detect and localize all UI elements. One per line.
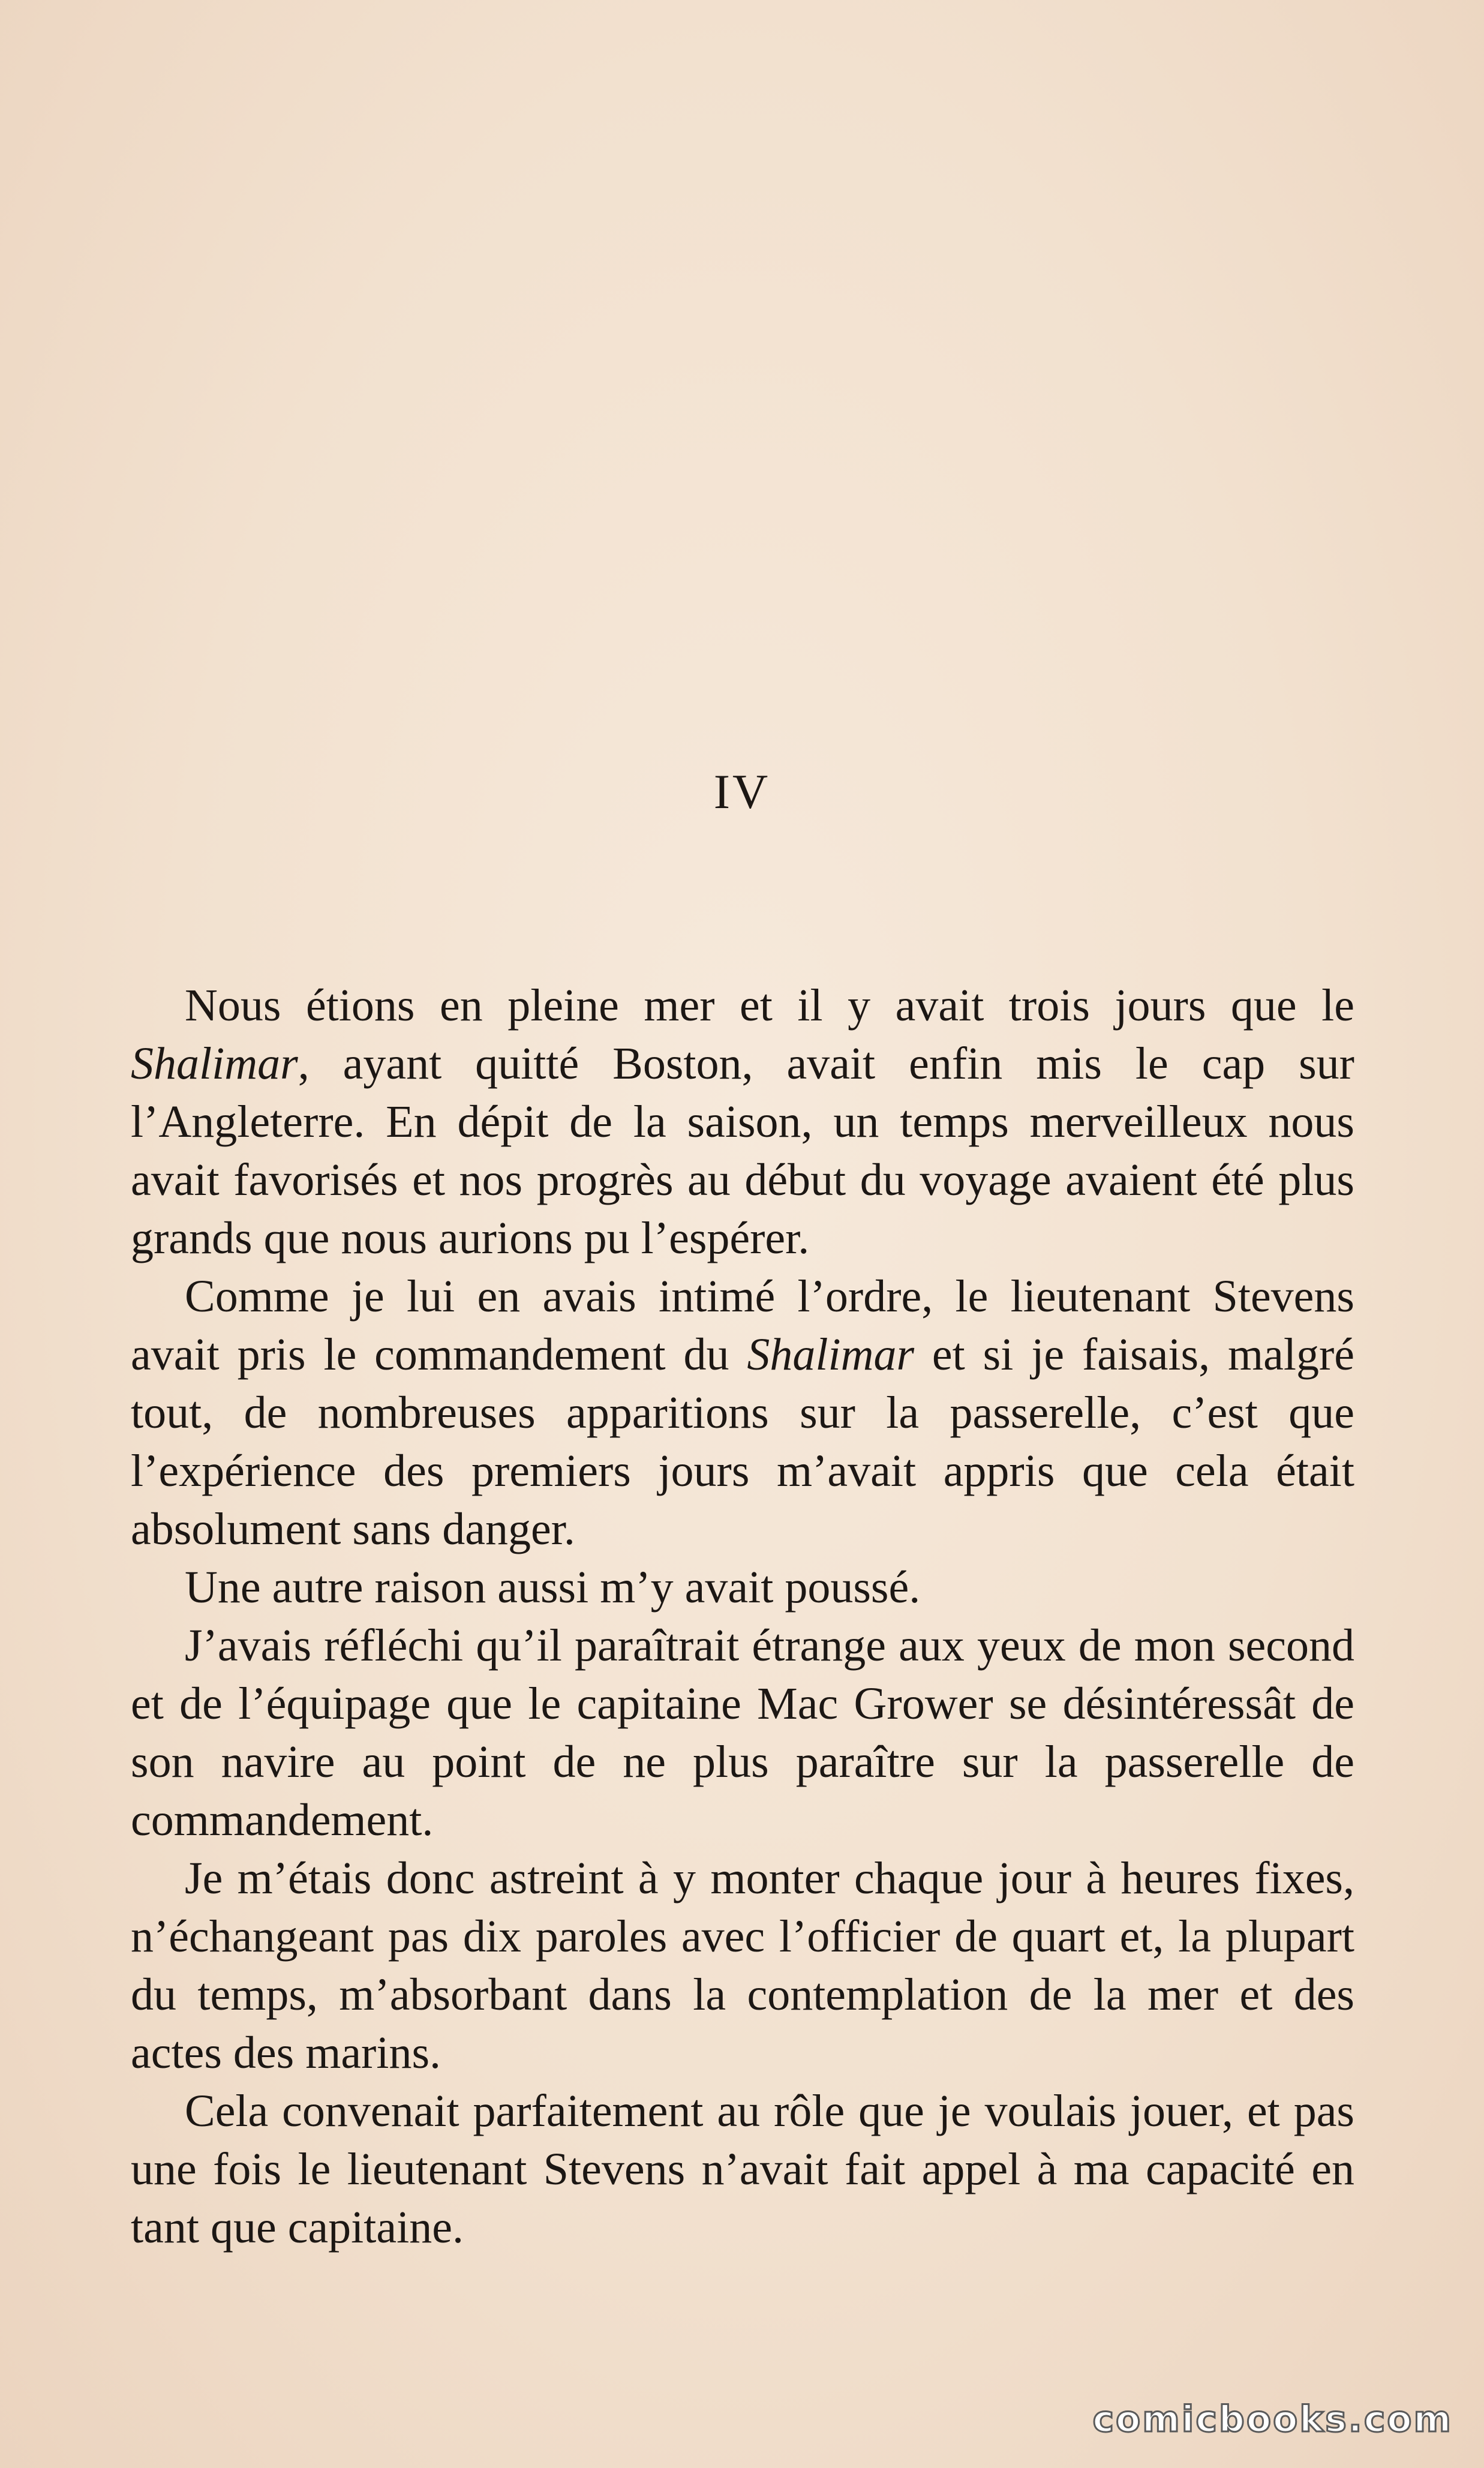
text-segment: Nous étions en pleine mer et il y avait trois jours que le [185, 980, 1354, 1031]
paragraph [131, 1268, 1354, 1559]
paragraph [131, 1559, 1354, 1617]
text-segment: Comme je lui en avais intimé l’ordre, le lieutenant Stevens avait pris le commandement du [131, 1271, 1354, 1380]
text-segment: et si je faisais, malgré tout, de nombreuses apparitions sur la passerelle, c’est que l’expérience des premiers jours m’avait appris que cela était absolument sans danger. [131, 1329, 1355, 1554]
paragraph [131, 977, 1354, 1268]
paragraph [131, 1617, 1354, 1850]
watermark: comicbooks.com [1092, 2398, 1453, 2440]
ship-name: Shalimar [131, 1038, 298, 1089]
body-text [131, 977, 1354, 2257]
ship-name: Shalimar [747, 1329, 915, 1380]
text-segment: J’avais réfléchi qu’il paraîtrait étrange aux yeux de mon second et de l’équipage que le capitaine Mac Grower se désintéressât de son navire au point de ne plus paraître sur la passerelle de commandement. [131, 1620, 1354, 1845]
text-segment: Je m’étais donc astreint à y monter chaque jour à heures fixes, n’échangeant pas dix paroles avec l’officier de quart et, la plupart du temps, m’absorbant dans la contemplation de la mer et des actes des marins. [131, 1853, 1354, 2078]
paragraph [131, 1850, 1354, 2082]
paragraph [131, 2082, 1354, 2257]
text-segment: Cela convenait parfaitement au rôle que je voulais jouer, et pas une fois le lieutenant Stevens n’avait fait appel à ma capacité en tant que capitaine. [131, 2086, 1354, 2253]
text-segment: Une autre raison aussi m’y avait poussé. [185, 1562, 921, 1613]
chapter-heading: IV [713, 764, 771, 819]
text-segment: , ayant quitté Boston, avait enfin mis le cap sur l’Angleterre. En dépit de la saison, un temps merveilleux nous avait favorisés et nos progrès au début du voyage avaient été plus grands que nous aurions pu l’espérer. [131, 1038, 1354, 1263]
